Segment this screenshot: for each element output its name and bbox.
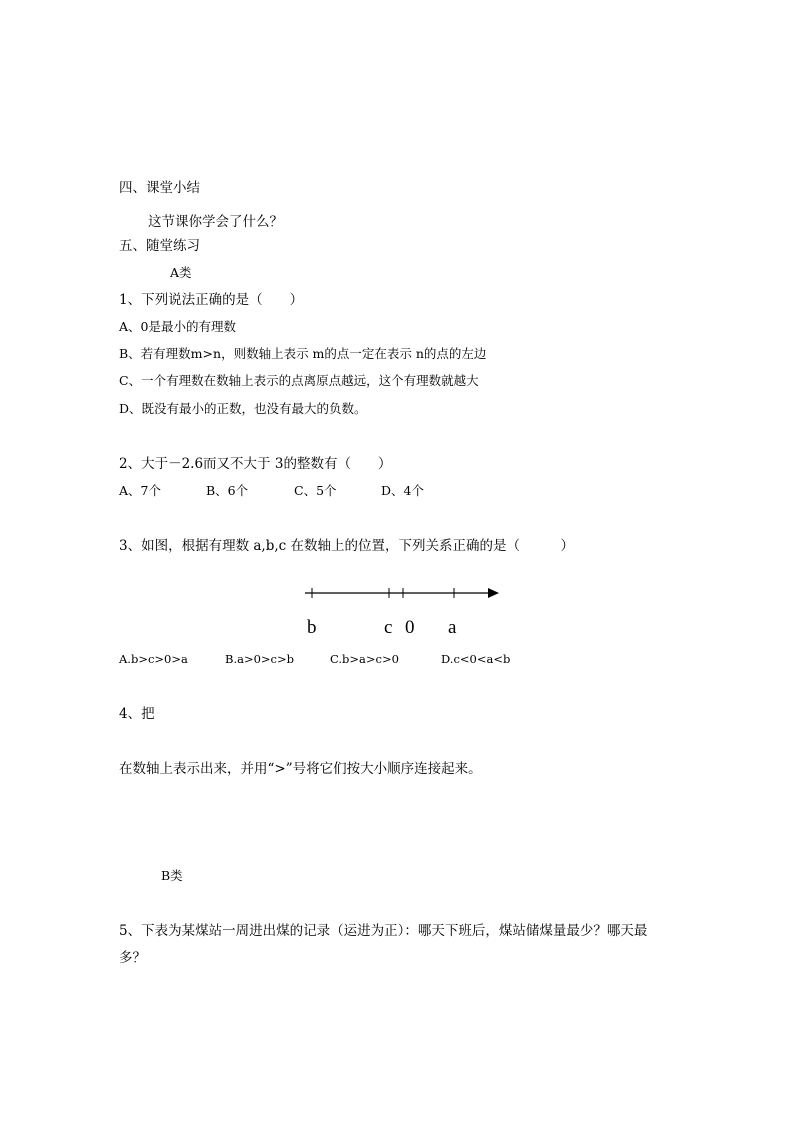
question-1-option-a: A、0是最小的有理数 bbox=[119, 319, 236, 334]
question-2-option-a: A、7个 bbox=[119, 483, 161, 498]
group-b-label: B类 bbox=[161, 868, 183, 883]
question-3-stem: 3、如图，根据有理数 a,b,c 在数轴上的位置，下列关系正确的是（ ） bbox=[119, 538, 575, 554]
question-5-stem-line-2: 多？ bbox=[119, 950, 146, 966]
question-2-option-c: C、5个 bbox=[294, 483, 337, 498]
number-line-arrowhead bbox=[488, 588, 499, 598]
number-line-diagram bbox=[302, 583, 502, 603]
question-1-option-c: C、一个有理数在数轴上表示的点离原点越远，这个有理数就越大 bbox=[119, 373, 479, 388]
axis-label-c: c bbox=[384, 617, 393, 638]
question-4-stem: 4、把 bbox=[119, 706, 155, 722]
question-2-option-d: D、4个 bbox=[381, 483, 424, 498]
question-3-option-c: C.b>a>c>0 bbox=[330, 652, 399, 666]
section-5-heading: 五、随堂练习 bbox=[119, 238, 200, 254]
axis-label-a: a bbox=[448, 617, 457, 638]
question-3-option-d: D.c<0<a<b bbox=[441, 652, 511, 666]
axis-label-zero: 0 bbox=[405, 617, 415, 638]
question-2-stem: 2、大于－2.6而又不大于 3的整数有（ ） bbox=[119, 456, 392, 472]
section-4-prompt: 这节课你学会了什么？ bbox=[148, 214, 283, 230]
group-a-label: A类 bbox=[170, 265, 192, 280]
question-2-option-b: B、6个 bbox=[206, 483, 249, 498]
axis-label-b: b bbox=[307, 617, 317, 638]
question-3-option-a: A.b>c>0>a bbox=[119, 652, 188, 666]
question-3-option-b: B.a>0>c>b bbox=[225, 652, 294, 666]
question-5-stem-line-1: 5、下表为某煤站一周进出煤的记录（运进为正）：哪天下班后，煤站储煤量最少？哪天最 bbox=[119, 923, 648, 939]
section-4-heading: 四、课堂小结 bbox=[119, 180, 200, 196]
question-4-line-2: 在数轴上表示出来，并用“>”号将它们按大小顺序连接起来。 bbox=[119, 761, 482, 777]
question-1-option-b: B、若有理数m>n，则数轴上表示 m的点一定在表示 n的点的左边 bbox=[119, 346, 487, 361]
question-1-option-d: D、既没有最小的正数，也没有最大的负数。 bbox=[119, 401, 367, 416]
question-1-stem: 1、下列说法正确的是（ ） bbox=[119, 292, 304, 308]
